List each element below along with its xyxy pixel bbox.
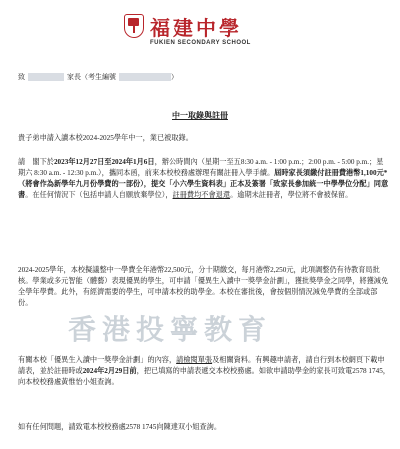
- school-crest-icon: [124, 14, 144, 38]
- paragraph-admission: 貴子弟申請入讀本校2024-2025學年中一，業已被取錄。: [18, 134, 193, 142]
- reg-text-b: ，辦公時間內（星期一至五8:30 a.m. - 1:00 p.m.；2:00 p.m. - 5:00 p.m.；星期六 8:30 a.m. - 12:30 p.m.），攜同本函，前來本校校務處辦理有關註冊入學手續。: [18, 158, 384, 177]
- reg-text-c: 。在任何情況下（包括申請人自願放棄學位），: [25, 191, 173, 199]
- letterhead: [0, 6, 400, 54]
- redacted-name: [28, 73, 64, 81]
- letter-title: 中一取錄與註冊: [172, 111, 228, 120]
- school-name-zh: 福建中學: [150, 18, 242, 40]
- scholarship-deadline: 2024年2月29日前: [82, 367, 137, 375]
- paragraph-registration: [18, 157, 390, 201]
- scholarship-text-a: 有關本校「優異生入讀中一獎學金計劃」的內容，: [18, 356, 177, 364]
- reg-text-a: 請 閣下於: [18, 158, 54, 166]
- paragraph-enquiry: 如有任何問題，請致電本校校務處2578 1745向陳達双小姐查詢。: [18, 423, 222, 431]
- paragraph-scholarship: [18, 355, 390, 388]
- scholarship-text-b: 及相關資料。有興趣申請者，請自行到本校網頁下載申請表，並於註冊時或: [18, 356, 385, 375]
- redacted-candidate-no: [119, 73, 171, 81]
- paragraph-tuition: 2024-2025學年，本校擬議整中一學費全年港幣22,500元，分十期繳交，每月港幣2,250元，此項調整仍有待教育局批核。學業或多元智能（體藝）表現優異的學生，可申請「優異生入讀中一獎學金計劃」，獲批獎學金之同學，將獲減免全學年學費。此外，有經濟需要的學生，可申請本校的助學金。本校在審批後，會按個別情況減免學費的全部或部份。: [18, 266, 389, 307]
- salutation: [18, 72, 178, 83]
- scholarship-text-c: ，把已填寫的申請表遞交本校校務處。如欲申請助學金的家長可致電2578 1745，向本校校務處黃惟怡小姐查詢。: [18, 367, 390, 386]
- salutation-suffix: 家長（考生編號: [67, 73, 116, 81]
- salutation-prefix: 致: [18, 73, 25, 81]
- scholarship-leaflet-link[interactable]: 請檢閱單張: [176, 356, 213, 364]
- reg-fee-notice: 屆時家長須繳付註冊費港幣1,100元*（將會作為新學年九月份學費的一部份），提交「小六學生資料表」正本及簽署「致家長參加統一中學學位分配」同意書: [18, 169, 389, 199]
- watermark-text: 香港投寧教育: [68, 315, 273, 346]
- reg-dates: 2023年12月27日至2024年1月6日: [53, 158, 155, 166]
- school-name-en: FUKIEN SECONDARY SCHOOL: [150, 40, 251, 46]
- reg-text-d: 。逾期未註冊者，學位將不會被保留。: [230, 191, 353, 199]
- salutation-end: ）: [171, 73, 178, 81]
- reg-no-refund: 註冊費均不會退還: [172, 191, 231, 199]
